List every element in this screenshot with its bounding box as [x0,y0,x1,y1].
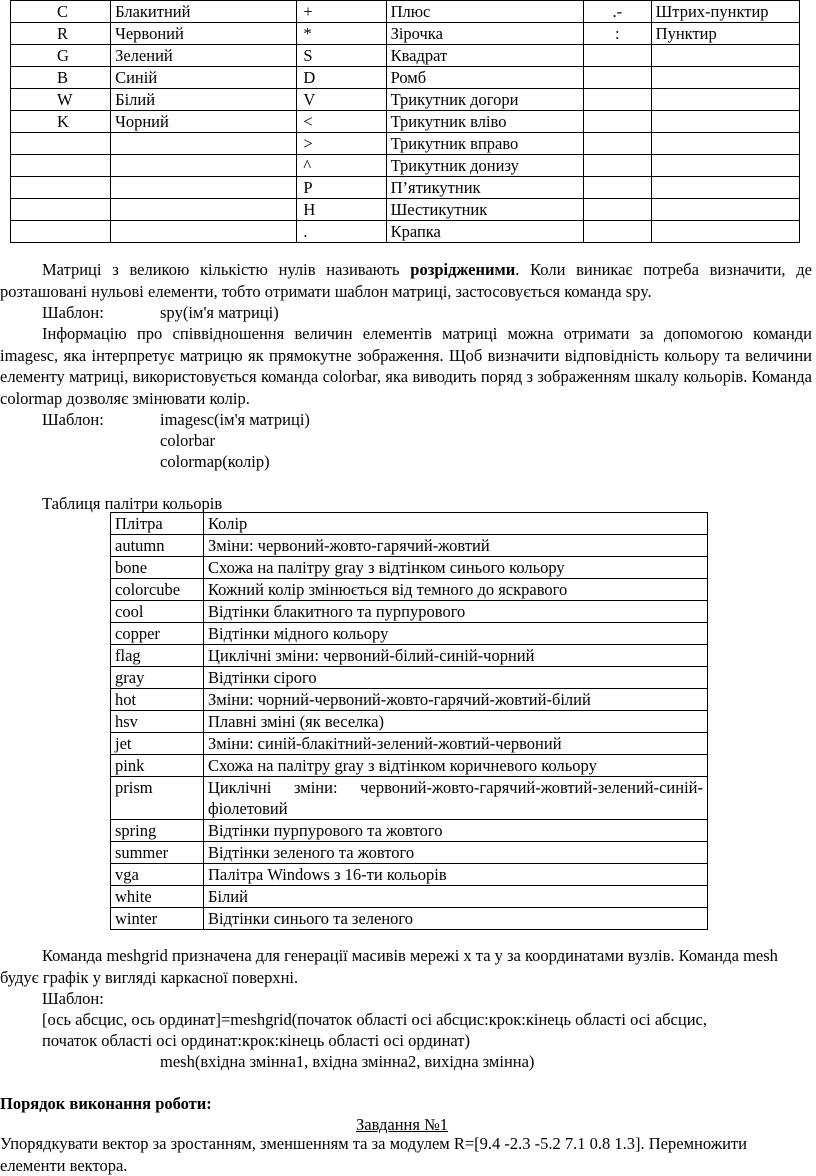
palette-name: jet [111,733,204,755]
markers-cell [583,133,651,155]
palette-row [111,886,708,908]
markers-cell [651,133,799,155]
markers-cell: Трикутник вправо [386,133,583,155]
palette-description: Плавні зміні (як веселка) [204,711,708,733]
palette-name: hot [111,689,204,711]
palette-row [111,908,708,930]
markers-cell [651,89,799,111]
palette-name: pink [111,755,204,777]
palette-row [111,864,708,886]
markers-cell: : [583,23,651,45]
markers-cell [111,155,297,177]
markers-cell: Білий [111,89,297,111]
markers-cell: Червоний [111,23,297,45]
markers-cell: Плюс [386,1,583,23]
markers-cell: C [11,1,111,23]
markers-row [11,133,800,155]
palette-name: vga [111,864,204,886]
meshgrid-paragraph: Команда meshgrid призначена для генерації масивів мережі x та y за координатами вузлів. Команда mesh будує графік у вигляді каркасної поверхні. [0,946,778,987]
markers-cell [583,67,651,89]
markers-cell [651,155,799,177]
markers-cell [651,199,799,221]
palette-name: colorcube [111,579,204,601]
palette-header-row [111,513,708,535]
imagesc-template-label: Шаблон: [42,410,104,429]
imagesc-line: imagesc(ім'я матриці) [160,410,310,429]
palette-description: Зміни: чорний-червоний-жовто-гарячий-жовтий-білий [204,689,708,711]
palette-name: gray [111,667,204,689]
markers-cell [583,111,651,133]
palette-name: white [111,886,204,908]
markers-row [11,89,800,111]
palette-row [111,535,708,557]
palette-description: Циклічні зміни: червоний-білий-синій-чорний [204,645,708,667]
markers-cell [111,177,297,199]
markers-cell: Штрих-пунктир [651,1,799,23]
palette-row [111,579,708,601]
task-title: Завдання №1 [356,1115,449,1134]
palette-row [111,623,708,645]
markers-cell: Блакитний [111,1,297,23]
colormap-line: colormap(колір) [160,452,270,471]
markers-cell: P [297,177,386,199]
palette-row [111,842,708,864]
markers-row [11,23,800,45]
palette-header-color: Колір [204,513,708,535]
palette-description: Відтінки блакитного та пурпурового [204,601,708,623]
markers-cell: S [297,45,386,67]
palette-name: bone [111,557,204,579]
markers-cell: R [11,23,111,45]
markers-cell: W [11,89,111,111]
meshgrid-line-1: [ось абсцис, ось ординат]=meshgrid(початок області осі абсцис:крок:кінець області осі абсцис, [42,1010,707,1029]
markers-cell [111,133,297,155]
palette-description: Відтінки сірого [204,667,708,689]
markers-table [10,0,800,243]
palette-row [111,689,708,711]
markers-cell: + [297,1,386,23]
palette-table [110,512,708,930]
markers-cell [11,199,111,221]
markers-cell: Пунктир [651,23,799,45]
template-value: spy(ім'я матриці) [160,303,279,322]
markers-row [11,45,800,67]
palette-description: Білий [204,886,708,908]
meshgrid-template-label: Шаблон: [42,989,104,1008]
palette-description: Відтінки синього та зеленого [204,908,708,930]
palette-description: Зміни: червоний-жовто-гарячий-жовтий [204,535,708,557]
palette-name: winter [111,908,204,930]
markers-cell: ^ [297,155,386,177]
markers-cell: Трикутник донизу [386,155,583,177]
markers-cell [11,155,111,177]
markers-cell: Трикутник догори [386,89,583,111]
mesh-line: mesh(вхідна змінна1, вхідна змінна2, вихідна змінна) [160,1052,535,1071]
palette-row [111,711,708,733]
template-label: Шаблон: [42,303,104,322]
markers-cell: Синій [111,67,297,89]
markers-cell: Шестикутник [386,199,583,221]
palette-header-name: Плітра [111,513,204,535]
markers-cell [583,199,651,221]
markers-row [11,221,800,243]
palette-row [111,777,708,820]
markers-cell: B [11,67,111,89]
colorbar-line: colorbar [160,431,215,450]
palette-description: Циклічні зміни: червоний-жовто-гарячий-жовтий-зелений-синій-фіолетовий [204,777,708,820]
markers-cell: .- [583,1,651,23]
palette-name: prism [111,777,204,820]
palette-name: hsv [111,711,204,733]
palette-description: Відтінки мідного кольору [204,623,708,645]
palette-description: Зміни: синій-блакітний-зелений-жовтий-червоний [204,733,708,755]
markers-cell [583,45,651,67]
palette-row [111,755,708,777]
palette-description: Схожа на палітру gray з відтінком синього кольору [204,557,708,579]
markers-cell [583,221,651,243]
markers-cell [651,177,799,199]
sparse-paragraph [0,259,812,302]
markers-cell: < [297,111,386,133]
palette-description: Кожний колір змінюється від темного до яскравого [204,579,708,601]
palette-row [111,820,708,842]
markers-cell [11,221,111,243]
palette-row [111,667,708,689]
palette-row [111,601,708,623]
procedure-heading [0,1093,212,1114]
palette-description: Відтінки пурпурового та жовтого [204,820,708,842]
markers-cell: П’ятикутник [386,177,583,199]
markers-cell: > [297,133,386,155]
markers-row [11,67,800,89]
markers-cell [11,177,111,199]
palette-caption: Таблиця палітри кольорів [42,494,223,513]
markers-cell: Ромб [386,67,583,89]
markers-row [11,199,800,221]
markers-cell: . [297,221,386,243]
markers-row [11,1,800,23]
markers-cell: * [297,23,386,45]
palette-name: flag [111,645,204,667]
markers-cell [111,199,297,221]
markers-row [11,111,800,133]
palette-row [111,645,708,667]
markers-cell [111,221,297,243]
palette-row [111,733,708,755]
markers-cell: H [297,199,386,221]
markers-cell: V [297,89,386,111]
markers-cell [583,177,651,199]
markers-cell [651,67,799,89]
markers-cell: G [11,45,111,67]
palette-name: spring [111,820,204,842]
palette-description: Відтінки зеленого та жовтого [204,842,708,864]
markers-row [11,155,800,177]
markers-cell [11,133,111,155]
markers-cell: D [297,67,386,89]
palette-name: summer [111,842,204,864]
markers-cell: Трикутник вліво [386,111,583,133]
markers-cell: Крапка [386,221,583,243]
markers-cell: Зелений [111,45,297,67]
markers-cell: Чорний [111,111,297,133]
sparse-text-b: . Коли виникає потреба визначити, де розташовані нульові елементи, тобто отримати шаблон матриці, застосовується команда spy. [0,260,812,301]
palette-row [111,557,708,579]
markers-row [11,177,800,199]
markers-cell: Квадрат [386,45,583,67]
spy-template [42,302,279,323]
markers-cell [651,111,799,133]
sparse-text-a: Матриці з великою кількістю нулів називають [42,260,411,279]
palette-name: copper [111,623,204,645]
sparse-bold-term: розрідженими [410,260,516,279]
markers-cell [583,155,651,177]
markers-cell: K [11,111,111,133]
markers-cell [651,45,799,67]
procedure-heading-text: Порядок виконання роботи: [0,1094,212,1113]
palette-description: Схожа на палітру gray з відтінком коричневого кольору [204,755,708,777]
palette-name: cool [111,601,204,623]
palette-name: autumn [111,535,204,557]
markers-cell: Зірочка [386,23,583,45]
palette-description: Палітра Windows з 16-ти кольорів [204,864,708,886]
markers-cell [651,221,799,243]
task-text: Упорядкувати вектор за зростанням, зменшенням та за модулем R=[9.4 -2.3 -5.2 7.1 0.8 1.3]. Перемножити елементи вектора. [0,1134,747,1175]
meshgrid-line-2: початок області осі ординат:крок:кінець області осі ординат) [42,1031,471,1050]
markers-cell [583,89,651,111]
imagesc-paragraph: Інформацію про співвідношення величин елементів матриці можна отримати за допомогою команди imagesc, яка інтерпретує матрицю як прямокутне зображення. Щоб визначити відповідність кольору та величини елементу матриці, використовується команда colorbar, яка виводить поряд з зображенням шкалу кольорів. Команда colormap дозволяє змінювати колір. [0,324,812,408]
